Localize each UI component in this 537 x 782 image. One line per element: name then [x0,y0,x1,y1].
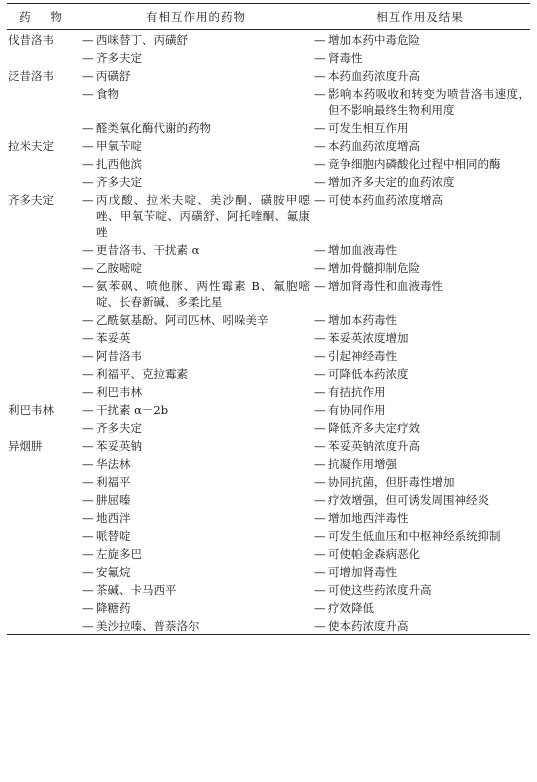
table-row [7,490,530,508]
dash-marker: — [314,51,326,65]
interaction-result-cell [310,598,530,616]
interacting-drugs: 醛类氧化酶代谢的药物 [96,121,211,135]
table-row [7,240,530,258]
dash-marker: — [82,175,94,189]
interacting-drugs: 左旋多巴 [96,547,142,561]
dash-marker: — [82,313,94,327]
interacting-drugs: 齐多夫定 [96,421,142,435]
dash-marker: — [82,583,94,597]
dash-marker: — [82,349,94,363]
interacting-drugs-cell [82,562,310,580]
interaction-result-cell [310,472,530,490]
interacting-drugs: 美沙拉嗪、普萘洛尔 [96,619,200,633]
table-row [7,258,530,276]
drug-name [7,258,82,276]
interacting-drugs: 地西泮 [96,511,131,525]
interaction-result: 有协同作用 [328,403,386,417]
interaction-result: 增加骨髓抑制危险 [328,261,420,275]
drug-name [7,580,82,598]
table-row [7,382,530,400]
drug-name: 异烟肼 [8,439,43,453]
interaction-result: 可使帕金森病恶化 [328,547,420,561]
interacting-drugs-cell [82,418,310,436]
dash-marker: — [314,367,326,381]
interacting-drugs-cell [82,508,310,526]
interacting-drugs: 干扰素 α－2b [96,403,169,417]
dash-marker: — [314,261,326,275]
interaction-result-cell [310,328,530,346]
interacting-drugs-cell [82,172,310,190]
interaction-result-cell [310,544,530,562]
dash-marker: — [82,243,94,257]
dash-marker: — [82,279,94,293]
drug-name [7,154,82,172]
interacting-drugs: 肼屈嗪 [96,493,131,507]
dash-marker: — [82,331,94,345]
interacting-drugs-cell [82,526,310,544]
interaction-result-cell [310,508,530,526]
interaction-result-cell [310,66,530,84]
dash-marker: — [314,33,326,47]
interacting-drugs: 利巴韦林 [96,385,142,399]
interaction-result-cell [310,118,530,136]
dash-marker: — [82,565,94,579]
dash-marker: — [82,261,94,275]
interacting-drugs-cell [82,154,310,172]
interaction-result-cell [310,136,530,154]
dash-marker: — [82,619,94,633]
drug-name [7,328,82,346]
interaction-result-cell [310,562,530,580]
interacting-drugs: 更昔洛韦、干扰素 α [96,243,200,257]
interaction-result-cell [310,172,530,190]
interacting-drugs-cell [82,454,310,472]
dash-marker: — [314,87,326,101]
table-row [7,616,530,635]
interaction-result-cell [310,190,530,240]
dash-marker: — [314,313,326,327]
dash-marker: — [314,69,326,83]
interaction-result: 本药血药浓度增高 [328,139,420,153]
drug-name [7,172,82,190]
table-row [7,580,530,598]
interaction-result: 可发生相互作用 [328,121,409,135]
table-row [7,526,530,544]
interaction-result: 本药血药浓度升高 [328,69,420,83]
interacting-drugs-cell [82,544,310,562]
interacting-drugs: 齐多夫定 [96,175,142,189]
interaction-result-cell [310,454,530,472]
interaction-result: 可发生低血压和中枢神经系统抑制 [328,529,501,543]
interaction-result: 使本药浓度升高 [328,619,409,633]
dash-marker: — [314,547,326,561]
interacting-drugs-cell [82,66,310,84]
dash-marker: — [82,157,94,171]
dash-marker: — [82,601,94,615]
interaction-result: 苯妥英钠浓度升高 [328,439,420,453]
interacting-drugs-cell [82,364,310,382]
drug-name: 伐昔洛韦 [8,33,54,47]
interaction-result-cell [310,310,530,328]
dash-marker: — [314,243,326,257]
drug-name: 拉米夫定 [8,139,54,153]
table-header-row [7,4,530,30]
header-result: 相互作用及结果 [310,4,530,30]
table-row [7,562,530,580]
interacting-drugs-cell [82,436,310,454]
interaction-result-cell [310,276,530,310]
dash-marker: — [82,475,94,489]
dash-marker: — [314,619,326,633]
interaction-result-cell [310,364,530,382]
interaction-result-cell [310,346,530,364]
drug-name [7,346,82,364]
interacting-drugs-cell [82,190,310,240]
table-row [7,190,530,240]
dash-marker: — [314,601,326,615]
interaction-result-cell [310,84,530,118]
drug-name [7,310,82,328]
interacting-drugs: 食物 [96,87,119,101]
interacting-drugs-cell [82,472,310,490]
interaction-result: 引起神经毒性 [328,349,397,363]
interacting-drugs-cell [82,240,310,258]
interaction-result-cell [310,418,530,436]
table-row [7,364,530,382]
interaction-result: 肾毒性 [328,51,363,65]
interaction-result: 增加地西泮毒性 [328,511,409,525]
dash-marker: — [314,279,326,293]
interaction-result: 增加本药中毒危险 [328,33,420,47]
drug-name [7,84,82,118]
table-row [7,346,530,364]
dash-marker: — [314,349,326,363]
interacting-drugs: 利福平 [96,475,131,489]
dash-marker: — [314,511,326,525]
dash-marker: — [314,175,326,189]
dash-marker: — [82,511,94,525]
interaction-result: 增加肾毒性和血液毒性 [328,279,443,293]
interacting-drugs: 氨苯砜、喷他脒、两性霉素 B、氟胞嘧啶、长春新碱、多柔比星 [96,279,310,309]
drug-interaction-table [7,3,530,635]
table-row [7,400,530,418]
drug-name [7,276,82,310]
header-drug: 药 物 [7,4,82,30]
drug-name [7,454,82,472]
interacting-drugs: 安氟烷 [96,565,131,579]
dash-marker: — [82,421,94,435]
interacting-drugs-cell [82,118,310,136]
interaction-result-cell [310,580,530,598]
table-row [7,436,530,454]
interaction-result-cell [310,616,530,635]
interaction-result-cell [310,154,530,172]
interacting-drugs: 阿昔洛韦 [96,349,142,363]
dash-marker: — [82,403,94,417]
dash-marker: — [82,547,94,561]
interaction-result: 可增加肾毒性 [328,565,397,579]
drug-name [7,490,82,508]
dash-marker: — [314,475,326,489]
table-row [7,418,530,436]
interacting-drugs-cell [82,48,310,66]
interaction-result: 疗效增强，但可诱发周围神经炎 [328,493,489,507]
interacting-drugs-cell [82,580,310,598]
table-row [7,472,530,490]
drug-name [7,472,82,490]
interacting-drugs: 丙磺舒 [96,69,131,83]
interacting-drugs-cell [82,382,310,400]
table-row [7,154,530,172]
interacting-drugs: 乙酰氨基酚、阿司匹林、吲哚美辛 [96,313,269,327]
dash-marker: — [82,385,94,399]
dash-marker: — [82,139,94,153]
dash-marker: — [314,331,326,345]
interaction-result: 降低齐多夫定疗效 [328,421,420,435]
interacting-drugs: 西咪替丁、丙磺舒 [96,33,188,47]
drug-name: 泛昔洛韦 [8,69,54,83]
interaction-result-cell [310,490,530,508]
dash-marker: — [314,493,326,507]
drug-name [7,544,82,562]
table-row [7,454,530,472]
dash-marker: — [314,565,326,579]
interacting-drugs-cell [82,310,310,328]
table-row [7,508,530,526]
interaction-result: 抗凝作用增强 [328,457,397,471]
dash-marker: — [82,529,94,543]
interacting-drugs: 甲氧苄啶 [96,139,142,153]
dash-marker: — [82,457,94,471]
interaction-result: 可使本药血药浓度增高 [328,193,443,207]
interacting-drugs-cell [82,346,310,364]
dash-marker: — [314,121,326,135]
interaction-result-cell [310,258,530,276]
drug-name [7,364,82,382]
drug-name [7,118,82,136]
dash-marker: — [314,439,326,453]
interaction-result-cell [310,30,530,49]
interacting-drugs-cell [82,258,310,276]
interacting-drugs-cell [82,400,310,418]
interaction-result-cell [310,240,530,258]
interacting-drugs-cell [82,616,310,635]
interaction-result: 有拮抗作用 [328,385,386,399]
drug-name [7,418,82,436]
drug-name [7,598,82,616]
drug-name [7,562,82,580]
interaction-result: 苯妥英浓度增加 [328,331,409,345]
dash-marker: — [82,193,94,207]
interacting-drugs: 苯妥英钠 [96,439,142,453]
interaction-result: 增加齐多夫定的血药浓度 [328,175,455,189]
dash-marker: — [314,403,326,417]
interacting-drugs: 丙戊酸、拉米夫啶、美沙酮、磺胺甲噁唑、甲氧苄啶、丙磺舒、阿托喹酮、氟康唑 [96,193,310,239]
interacting-drugs: 齐多夫定 [96,51,142,65]
table-row [7,84,530,118]
interaction-result: 增加本药毒性 [328,313,397,327]
interaction-result-cell [310,400,530,418]
interacting-drugs-cell [82,598,310,616]
dash-marker: — [314,385,326,399]
table-row [7,136,530,154]
interacting-drugs-cell [82,276,310,310]
table-row [7,66,530,84]
dash-marker: — [314,157,326,171]
drug-name [7,382,82,400]
interacting-drugs: 利福平、克拉霉素 [96,367,188,381]
header-interacting-drugs: 有相互作用的药物 [82,4,310,30]
interaction-result-cell [310,382,530,400]
table-row [7,310,530,328]
dash-marker: — [82,439,94,453]
interaction-result-cell [310,526,530,544]
table-row [7,598,530,616]
interaction-result: 可使这些药浓度升高 [328,583,432,597]
table-row [7,30,530,49]
interacting-drugs-cell [82,84,310,118]
interacting-drugs-cell [82,328,310,346]
interacting-drugs: 降糖药 [96,601,131,615]
interaction-result: 可降低本药浓度 [328,367,409,381]
drug-name: 齐多夫定 [8,193,54,207]
dash-marker: — [82,33,94,47]
dash-marker: — [82,51,94,65]
interacting-drugs: 茶碱、卡马西平 [96,583,177,597]
interaction-result: 影响本药吸收和转变为喷昔洛韦速度，但不影响最终生物利用度 [328,87,530,117]
table-row [7,276,530,310]
interaction-result-cell [310,48,530,66]
interacting-drugs-cell [82,30,310,49]
interacting-drugs: 苯妥英 [96,331,131,345]
interacting-drugs: 扎西他滨 [96,157,142,171]
drug-name: 利巴韦林 [8,403,54,417]
dash-marker: — [314,421,326,435]
dash-marker: — [314,529,326,543]
interacting-drugs-cell [82,490,310,508]
drug-name [7,508,82,526]
interaction-result: 疗效降低 [328,601,374,615]
interacting-drugs: 华法林 [96,457,131,471]
interaction-result-cell [310,436,530,454]
interacting-drugs: 乙胺嘧啶 [96,261,142,275]
dash-marker: — [82,367,94,381]
dash-marker: — [82,87,94,101]
drug-name [7,240,82,258]
dash-marker: — [314,583,326,597]
interacting-drugs: 哌替啶 [96,529,131,543]
interaction-result: 增加血液毒性 [328,243,397,257]
interaction-result: 协同抗菌，但肝毒性增加 [328,475,455,489]
table-row [7,48,530,66]
interacting-drugs-cell [82,136,310,154]
table-row [7,544,530,562]
dash-marker: — [82,121,94,135]
dash-marker: — [82,493,94,507]
drug-name [7,616,82,635]
table-row [7,172,530,190]
dash-marker: — [314,139,326,153]
table-row [7,118,530,136]
interaction-result: 竞争细胞内磷酸化过程中相同的酶 [328,157,501,171]
drug-name [7,526,82,544]
dash-marker: — [314,193,326,207]
dash-marker: — [314,457,326,471]
drug-name [7,48,82,66]
table-row [7,328,530,346]
dash-marker: — [82,69,94,83]
